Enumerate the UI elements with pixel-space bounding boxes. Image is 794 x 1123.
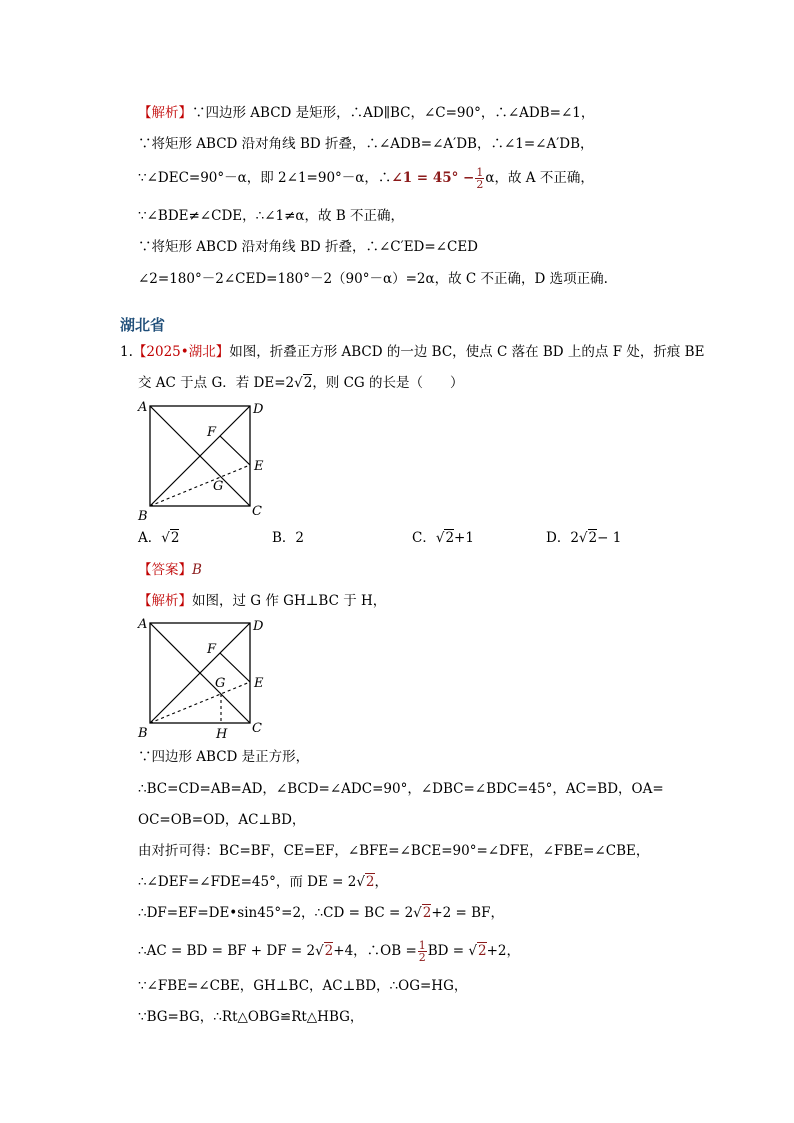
label-f: F (207, 642, 217, 657)
fraction-half: $\frac{1}{2}$ (418, 939, 426, 964)
analysis-2-line-8: ∵∠FBE=∠CBE，GH⊥BC，AC⊥BD，∴OG=HG， (138, 978, 468, 994)
analysis-2-text-6b: +2 = BF， (431, 905, 504, 921)
analysis-1-line-6: ∠2=180°－2∠CED=180°－2（90°－α）=2α，故 C 不正确，D 选项正确. (138, 271, 608, 287)
question-number: 1. (120, 344, 133, 360)
label-e: E (254, 676, 264, 691)
answer-value: B (192, 562, 202, 578)
analysis-2-line-3: OC=OB=OD，AC⊥BD， (138, 812, 306, 828)
analysis-2-text-7b: +4，∴OB = (333, 943, 417, 959)
analysis-2-intro-text: 如图，过 G 作 GH⊥BC 于 H， (192, 593, 387, 609)
question-text-1: 如图，折叠正方形 ABCD 的一边 BC，使点 C 落在 BD 上的点 F 处，折痕 BE (229, 344, 705, 360)
label-e: E (254, 459, 264, 474)
analysis-2-line-6: ∴DF=EF=DE•sin45°=2，∴CD = BC = 2√2+2 = BF， (138, 905, 504, 921)
analysis-2-line-4: 由对折可得：BC=BF，CE=EF，∠BFE=∠BCE=90°=∠DFE，∠FBE=∠CBE， (138, 843, 650, 859)
sqrt-2: 2 (303, 375, 313, 391)
option-d-rest: − 1 (597, 530, 622, 546)
segment-fe (220, 436, 250, 465)
analysis-2-intro (138, 592, 386, 610)
option-c-rest: +1 (454, 530, 474, 546)
analysis-1-line-2: ∵将矩形 ABCD 沿对角线 BD 折叠，∴∠ADB=∠A′DB，∴∠1=∠A′DB， (138, 136, 594, 152)
label-b: B (138, 509, 148, 522)
analysis-2-line-2: ∴BC=CD=AB=AD，∠BCD=∠ADC=90°，∠DBC=∠BDC=45°，AC=BD，OA= (138, 781, 664, 797)
analysis-1-text-1: ∵四边形 ABCD 是矩形，∴AD∥BC，∠C=90°，∴∠ADB=∠1， (192, 105, 595, 121)
section-title: 湖北省 (120, 316, 166, 334)
option-a[interactable]: A．√2 (138, 530, 180, 546)
sqrt-2: 2 (365, 874, 375, 890)
analysis-2-text-6a: ∴DF=EF=DE•sin45°=2，∴CD = BC = 2 (138, 905, 414, 921)
label-g: G (215, 676, 226, 691)
option-d[interactable]: D．2√2− 1 (546, 530, 622, 546)
question-line-1 (120, 343, 704, 361)
analysis-2-line-9: ∵BG=BG，∴Rt△OBG≌Rt△HBG， (138, 1009, 364, 1025)
analysis-1-line-1 (138, 104, 594, 122)
square-figure-2 (135, 615, 275, 743)
option-d-label: D．2 (546, 530, 579, 546)
sqrt-2: 2 (478, 943, 487, 959)
analysis-2-line-1: ∵四边形 ABCD 是正方形， (138, 749, 310, 765)
sqrt-2: 2 (324, 943, 334, 959)
label-c: C (252, 721, 262, 736)
analysis-1-line-5: ∵将矩形 ABCD 沿对角线 BD 折叠，∴∠C′ED=∠CED (138, 239, 478, 255)
analysis-2-tag: 【解析】 (138, 593, 192, 609)
analysis-2-line-5: ∴∠DEF=∠FDE=45°，而 DE = 2√2， (138, 874, 389, 890)
label-d: D (253, 402, 264, 417)
label-f: F (207, 425, 217, 440)
label-d: D (253, 619, 264, 634)
sqrt-2: 2 (422, 905, 432, 921)
question-line-2: 交 AC 于点 G．若 DE=2√2，则 CG 的长是（ ） (138, 375, 464, 391)
analysis-2-text-7c: BD = (427, 943, 465, 959)
label-g: G (213, 479, 224, 494)
analysis-2-text-5b: ， (374, 874, 389, 890)
analysis-1-line-3 (138, 167, 594, 190)
label-c: C (252, 504, 262, 519)
label-a: A (138, 400, 148, 415)
analysis-2-line-7: ∴AC = BD = BF + DF = 2√2+4，∴OB = $\frac{1}{2}$ BD = √2+2， (138, 939, 521, 964)
option-a-label: A． (138, 530, 162, 546)
option-c-label: C． (412, 530, 436, 546)
option-c-sqrt: 2 (445, 530, 455, 546)
question-text-2b: ，则 CG 的长是（ ） (312, 375, 464, 391)
analysis-2-text-7d: +2， (486, 943, 521, 959)
label-a: A (138, 617, 148, 632)
answer-tag: 【答案】 (138, 562, 192, 578)
analysis-1-line-4: ∵∠BDE≠∠CDE，∴∠1≠α，故 B 不正确， (138, 208, 405, 224)
option-d-sqrt: 2 (588, 530, 598, 546)
label-b: B (138, 726, 148, 741)
option-a-sqrt: 2 (170, 530, 180, 546)
answer-line (138, 561, 202, 579)
analysis-1-text-3c: α，故 A 不正确， (485, 170, 594, 186)
crease-be (150, 465, 250, 506)
analysis-2-text-7a: ∴AC = BD = BF + DF = 2 (138, 943, 316, 959)
option-c[interactable]: C．√2+1 (412, 530, 474, 546)
analysis-1-text-3a: ∵∠DEC=90°－α，即 2∠1=90°－α，∴ (138, 170, 392, 186)
question-text-2a: 交 AC 于点 G．若 DE=2 (138, 375, 295, 391)
analysis-1-formula: ∠1 = 45° − (391, 170, 475, 186)
analysis-tag: 【解析】 (138, 105, 192, 121)
question-source: 【2025•湖北】 (132, 344, 230, 360)
option-b[interactable]: B．2 (272, 530, 305, 546)
analysis-2-text-5a: ∴∠DEF=∠FDE=45°，而 DE = 2 (138, 874, 357, 890)
label-h: H (216, 727, 228, 742)
fraction-half: $\frac{1}{2}$ (476, 166, 484, 191)
square-figure-1 (135, 398, 275, 522)
crease-be (150, 682, 250, 723)
